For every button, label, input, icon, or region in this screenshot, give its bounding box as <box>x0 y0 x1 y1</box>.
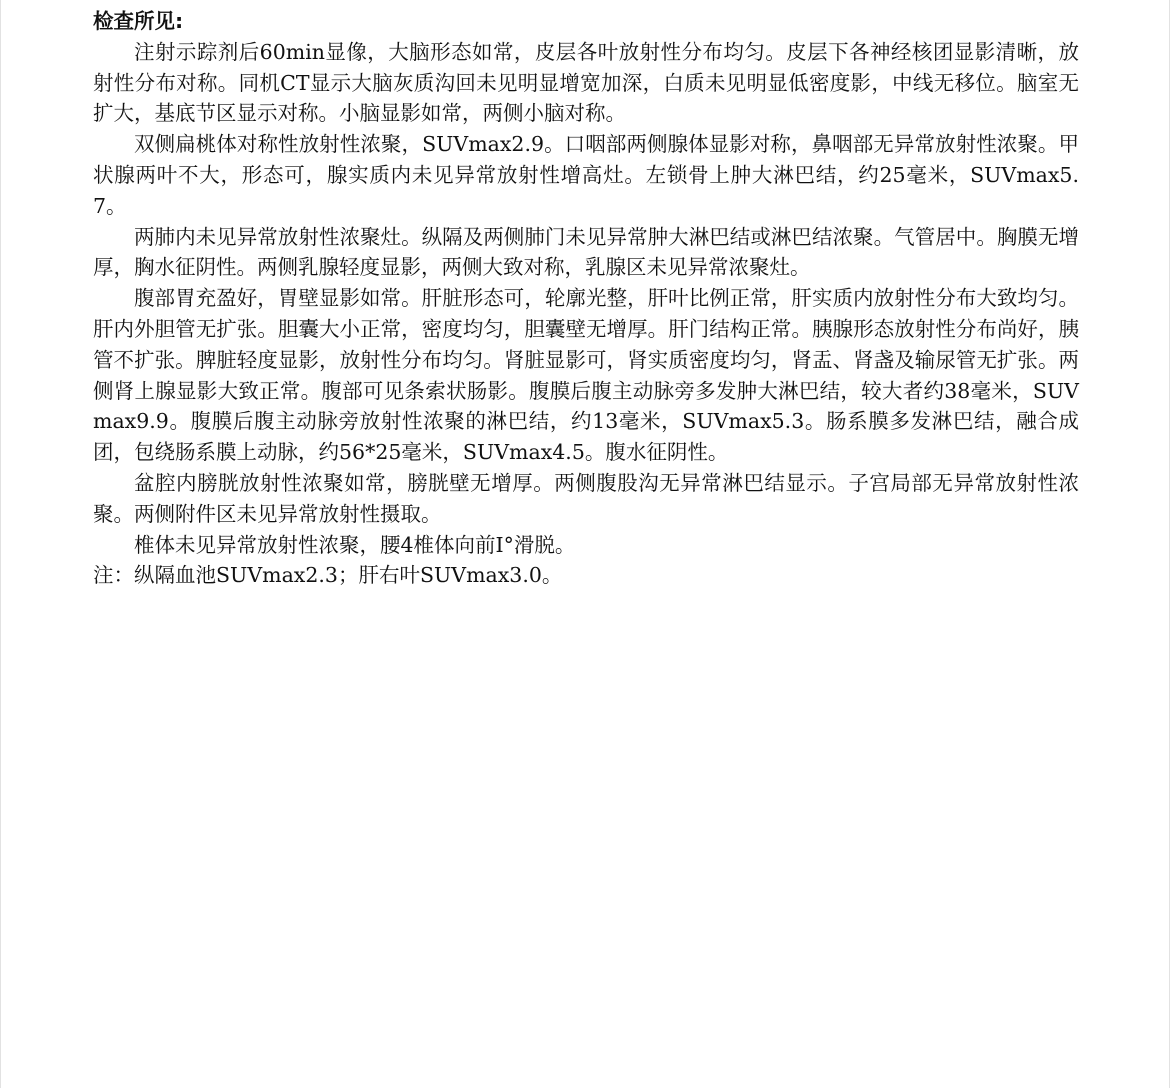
findings-heading: 检查所见: <box>93 9 184 33</box>
findings-head-neck: 双侧扁桃体对称性放射性浓聚，SUVmax2.9。口咽部两侧腺体显影对称，鼻咽部无异常放射性浓聚。甲状腺两叶不大，形态可，腺实质内未见异常放射性增高灶。左锁骨上肿大淋巴结，约25毫米，SUVmax5.7。 <box>93 132 1079 218</box>
findings-spine: 椎体未见异常放射性浓聚，腰4椎体向前Ⅰ°滑脱。 <box>134 532 576 557</box>
findings-brain: 注射示踪剂后60min显像，大脑形态如常，皮层各叶放射性分布均匀。皮层下各神经核团显影清晰，放射性分布对称。同机CT显示大脑灰质沟回未见明显增宽加深，白质未见明显低密度影，中线无移位。脑室无扩大，基底节区显示对称。小脑显影如常，两侧小脑对称。 <box>93 39 1079 126</box>
findings-abdomen: 腹部胃充盈好，胃壁显影如常。肝脏形态可，轮廓光整，肝叶比例正常，肝实质内放射性分布大致均匀。肝内外胆管无扩张。胆囊大小正常，密度均匀，胆囊壁无增厚。肝门结构正常。胰腺形态放射性分布尚好，胰管不扩张。脾脏轻度显影，放射性分布均匀。肾脏显影可，肾实质密度均匀，肾盂、肾盏及输尿管无扩张。两侧肾上腺显影大致正常。腹部可见条索状肠影。腹膜后腹主动脉旁多发肿大淋巴结，较大者约38毫米，SUVmax9.9。腹膜后腹主动脉旁放射性浓聚的淋巴结，约13毫米，SUVmax5.3。肠系膜多发淋巴结，融合成团，包绕肠系膜上动脉，约56*25毫米，SUVmax4.5。腹水征阴性。 <box>93 286 1079 465</box>
findings-chest: 两肺内未见异常放射性浓聚灶。纵隔及两侧肺门未见异常肿大淋巴结或淋巴结浓聚。气管居中。胸膜无增厚，胸水征阴性。两侧乳腺轻度显影，两侧大致对称，乳腺区未见异常浓聚灶。 <box>93 224 1079 280</box>
findings-note: 注：纵隔血池SUVmax2.3；肝右叶SUVmax3.0。 <box>93 563 563 588</box>
findings-pelvis: 盆腔内膀胱放射性浓聚如常，膀胱壁无增厚。两侧腹股沟无异常淋巴结显示。子宫局部无异常放射性浓聚。两侧附件区未见异常放射性摄取。 <box>93 470 1079 526</box>
report-findings <box>93 6 1079 591</box>
